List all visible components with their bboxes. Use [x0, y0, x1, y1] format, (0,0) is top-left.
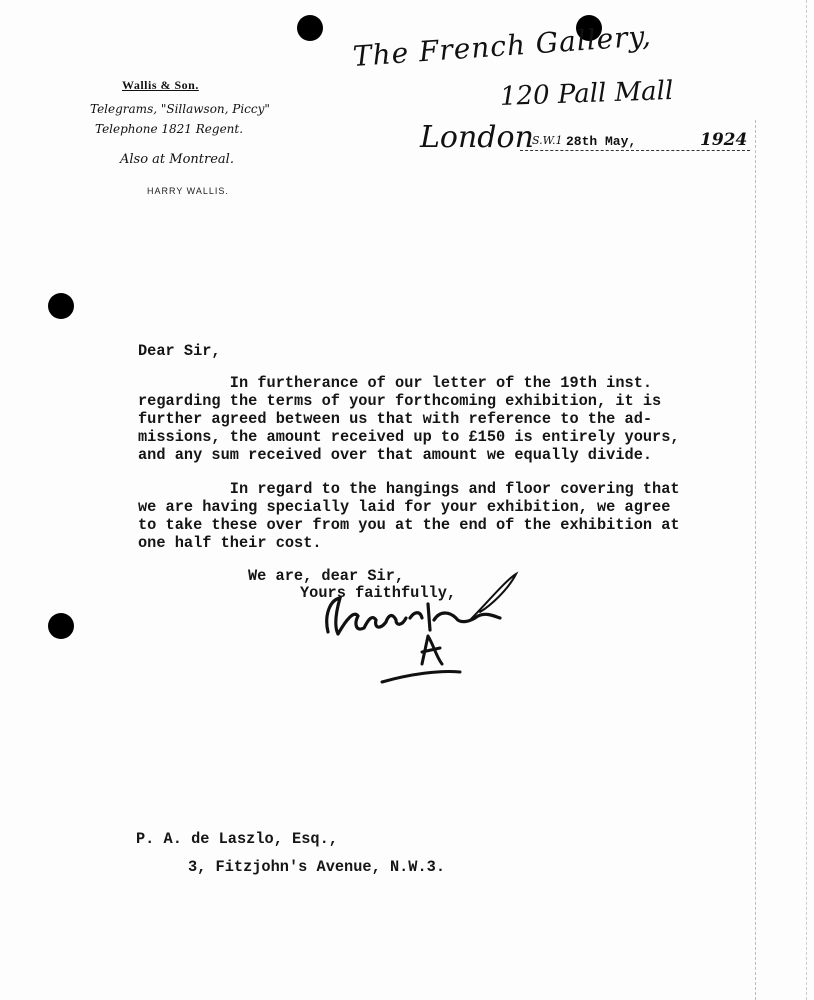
telephone-line: Telephone 1821 Regent. [95, 122, 244, 136]
page-edge [806, 0, 807, 1000]
firm-name: Wallis & Son. [122, 78, 199, 92]
telegrams-line: Telegrams, "Sillawson, Piccy" [90, 102, 270, 116]
punch-hole [297, 15, 323, 41]
closing-line-2: Yours faithfully, [300, 584, 457, 602]
body-line: In regard to the hangings and floor covering that [138, 480, 680, 498]
recipient-name: P. A. de Laszlo, Esq., [136, 830, 338, 848]
city: London [420, 120, 534, 155]
letter-year: 1924 [700, 130, 748, 150]
body-line: missions, the amount received up to £150 is entirely yours, [138, 428, 680, 446]
body-line: and any sum received over that amount we equally divide. [138, 446, 653, 464]
proprietor-name: HARRY WALLIS. [147, 186, 229, 196]
recipient-address: 3, Fitzjohn's Avenue, N.W.3. [188, 858, 446, 876]
paragraph-1 [138, 374, 758, 464]
gallery-name: The French Gallery, [351, 19, 653, 73]
postal-district: S.W.1 [532, 134, 563, 147]
salutation: Dear Sir, [138, 342, 221, 360]
body-line: one half their cost. [138, 534, 322, 552]
body-line: to take these over from you at the end of the exhibition at [138, 516, 680, 534]
punch-hole [48, 293, 74, 319]
handwritten-signature [310, 560, 530, 690]
street-address: 120 Pall Mall [499, 75, 674, 112]
body-line: further agreed between us that with reference to the ad- [138, 410, 653, 428]
date-rule [520, 150, 750, 151]
body-line: regarding the terms of your forthcoming exhibition, it is [138, 392, 662, 410]
paragraph-2 [138, 480, 758, 552]
fold-line [755, 120, 756, 1000]
body-line: In furtherance of our letter of the 19th inst. [138, 374, 653, 392]
body-line: we are having specially laid for your exhibition, we agree [138, 498, 671, 516]
closing-line-1: We are, dear Sir, [248, 567, 405, 585]
punch-hole [48, 613, 74, 639]
dateline [420, 120, 750, 154]
letter-date: 28th May, [566, 134, 637, 149]
also-at-line: Also at Montreal. [120, 152, 234, 167]
